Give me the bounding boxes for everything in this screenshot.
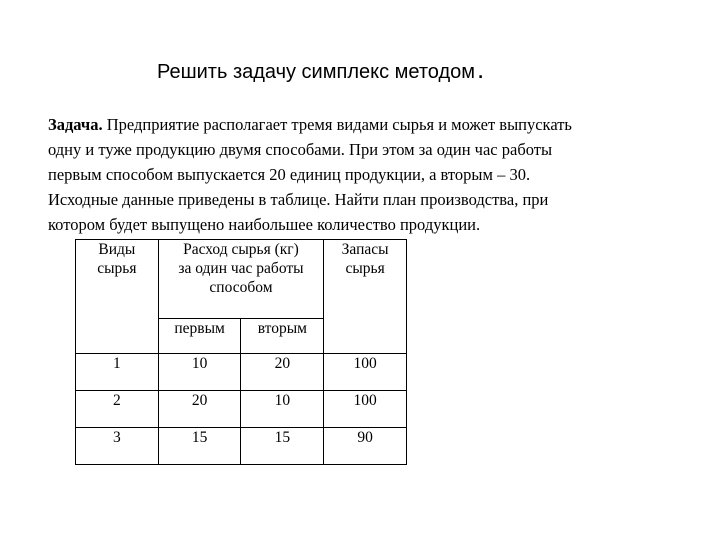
cell-resource-type: 1 [76, 354, 159, 391]
cell-first-method: 10 [158, 354, 241, 391]
cell-second-method: 10 [241, 391, 324, 428]
header-resource-type [76, 240, 159, 319]
subheader-empty-left [76, 319, 159, 354]
header-stock [324, 240, 407, 319]
table-row [76, 391, 407, 428]
header-consumption-line-1: Расход сырья (кг) [183, 241, 299, 258]
cell-stock: 90 [324, 428, 407, 465]
task-line-4: Исходные данные приведены в таблице. Найти план производства, при [48, 190, 549, 209]
title-dot: . [477, 54, 485, 84]
task-label: Задача. [48, 115, 103, 134]
task-text [48, 112, 708, 237]
slide-title [157, 54, 485, 84]
table-header-row [76, 240, 407, 319]
cell-second-method: 15 [241, 428, 324, 465]
header-consumption-line-2: за один час работы [178, 260, 304, 277]
subheader-first-method: первым [158, 319, 241, 354]
header-resource-type-line-1: Виды [98, 241, 136, 258]
subheader-empty-right [324, 319, 407, 354]
title-text: Решить задачу симплекс методом [157, 61, 476, 83]
header-consumption [158, 240, 324, 319]
header-stock-line-1: Запасы [341, 241, 389, 258]
cell-resource-type: 3 [76, 428, 159, 465]
subheader-second-method: вторым [241, 319, 324, 354]
task-line-1 [48, 112, 708, 137]
cell-resource-type: 2 [76, 391, 159, 428]
task-line-2: одну и туже продукцию двумя способами. При этом за один час работы [48, 140, 553, 159]
header-consumption-line-3: способом [209, 279, 273, 296]
header-stock-line-2: сырья [345, 260, 385, 277]
table-row [76, 354, 407, 391]
resources-table [75, 239, 407, 465]
cell-first-method: 20 [158, 391, 241, 428]
table-row [76, 428, 407, 465]
cell-second-method: 20 [241, 354, 324, 391]
cell-stock: 100 [324, 391, 407, 428]
task-line-1-text: Предприятие располагает тремя видами сырья и может выпускать [106, 115, 572, 134]
task-line-5: котором будет выпущено наибольшее количество продукции. [48, 215, 481, 234]
cell-first-method: 15 [158, 428, 241, 465]
task-line-3: первым способом выпускается 20 единиц продукции, а вторым – 30. [48, 165, 531, 184]
header-resource-type-line-2: сырья [97, 260, 137, 277]
cell-stock: 100 [324, 354, 407, 391]
table-subheader-row [76, 319, 407, 354]
